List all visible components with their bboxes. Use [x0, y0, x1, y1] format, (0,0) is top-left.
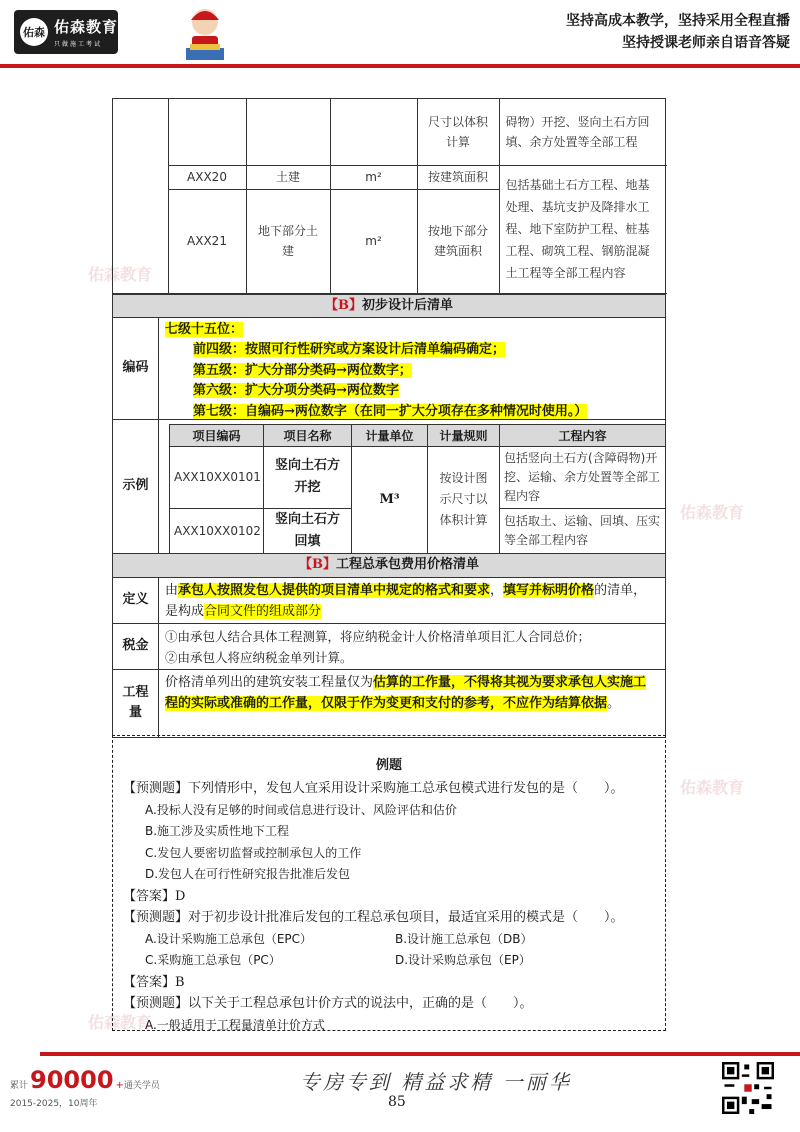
table-row: 尺寸以体积计算 碍物）开挖、竖向土石方回填、余方处置等全部工程 [113, 99, 667, 165]
cost-list-table [112, 98, 666, 738]
qr-code-icon [722, 1062, 774, 1114]
answer-1: 【答案】D [123, 888, 186, 904]
page-header [0, 0, 800, 66]
watermark: 佑森教育 [680, 778, 745, 797]
option: A.投标人没有足够的时间或信息进行设计、风险评估和估价 [145, 802, 457, 817]
table-row: AXX10XX0101 竖向土石方开挖 M³ 按设计图示尺寸以体积计算 包括竖向土石方(含障碍物)开挖、运输、余方处置等全部工程内容 [170, 446, 666, 508]
logo-seal: 佑森 [20, 18, 48, 46]
question-1: 【预测题】下列情形中，发包人宜采用设计采购施工总承包模式进行发包的是（ ）。 [123, 781, 624, 796]
section-header-preliminary: 【B】初步设计后清单 [113, 294, 665, 318]
option: A.一般适用于工程量清单计价方式 [145, 1017, 325, 1032]
option: B.设计施工总承包（DB） [395, 931, 533, 946]
mascot-icon [180, 4, 230, 62]
section-header-price-list: 【B】工程总承包费用价格清单 [113, 554, 665, 578]
table-row: AXX21 地下部分土建 m² 按地下部分建筑面积 [113, 189, 667, 293]
answer-2: 【答案】B [123, 974, 185, 990]
watermark: 佑森教育 [88, 1013, 153, 1032]
question-3: 【预测题】以下关于工程总承包计价方式的说法中，正确的是（ ）。 [123, 996, 533, 1011]
handwritten-motto: 专房专到 精益求精 一丽华 [300, 1070, 572, 1094]
page-number: 85 [388, 1094, 406, 1110]
option: D.设计采购总承包（EP） [395, 953, 531, 967]
option: A.设计采购施工总承包（EPC） [145, 931, 313, 946]
table-header: 项目编码 项目名称 计量单位 计量规则 工程内容 [170, 424, 666, 446]
examples-box [112, 735, 666, 1031]
definition-row: 定义 由承包人按照发包人提供的项目清单中规定的格式和要求，填写并标明价格的清单，是构成合同文件的组成部分 [113, 578, 665, 624]
logo-subtitle: 只做施工考试 [54, 41, 103, 48]
logo-name: 佑森教育 [54, 18, 119, 36]
watermark: 佑森教育 [88, 265, 153, 284]
question-2: 【预测题】对于初步设计批准后发包的工程总承包项目，最适宜采用的模式是（ ）。 [123, 910, 624, 925]
example-row: 示例 项目编码 项目名称 计量单位 计量规则 工程内容 AXX10XX0101 竖向土石方开挖 M³ 按设计图示尺寸以体积计算 包括竖向土石方(含障碍物)开挖、运输、余方处置等全部工程内容 AXX10XX0102 竖向土石方回填 包括取土、运输、回填、压实等全部工程内容 [113, 420, 665, 554]
coding-row: 编码 七级十五位： 前四级：按照可行性研究或方案设计后清单编码确定； 第五级：扩大分部分类码→两位数字； 第六级：扩大分项分类码→两位数字 第七级：自编码→两位数字（在同一扩大分项存在多种情况时使用。） [113, 318, 665, 420]
option: B.施工涉及实质性地下工程 [145, 824, 290, 838]
example-code-table [169, 424, 665, 554]
watermark: 佑森教育 [680, 503, 745, 522]
quantity-row: 工程量 价格清单列出的建筑安装工程量仅为估算的工作量，不得将其视为要求承包人实施工程的实际或准确的工作量，仅限于作为变更和支付的参考，不应作为结算依据。 [113, 670, 665, 738]
header-divider [0, 64, 800, 68]
option: C.发包人要密切监督或控制承包人的工作 [145, 845, 362, 860]
examples-title: 例题 [375, 758, 402, 773]
table-row: AXX20 土建 m² 按建筑面积 包括基础土石方工程、地基处理、基坑支护及降排水工程、地下室防护工程、桩基工程、砌筑工程、钢筋混凝土工程等全部工程内容 [113, 165, 667, 189]
stat-number: 90000 [30, 1066, 114, 1094]
option: C.采购施工总承包（PC） [145, 953, 281, 967]
slogan: 坚持高成本教学，坚持采用全程直播 坚持授课老师亲自语音答疑 [566, 13, 790, 51]
student-stat: 累计 90000 + 通关学员 2015-2025，10周年 [10, 1066, 160, 1109]
continued-rows [113, 99, 667, 294]
tax-row: 税金 ①由承包人结合具体工程测算，将应纳税金计人价格清单项目汇人合同总价； ②由承包人将应纳税金单列计算。 [113, 624, 665, 670]
table-row: AXX10XX0102 竖向土石方回填 包括取土、运输、回填、压实等全部工程内容 [170, 508, 666, 553]
option: D.发包人在可行性研究报告批准后发包 [145, 867, 351, 881]
footer-divider [40, 1052, 800, 1056]
brand-logo [14, 10, 118, 54]
